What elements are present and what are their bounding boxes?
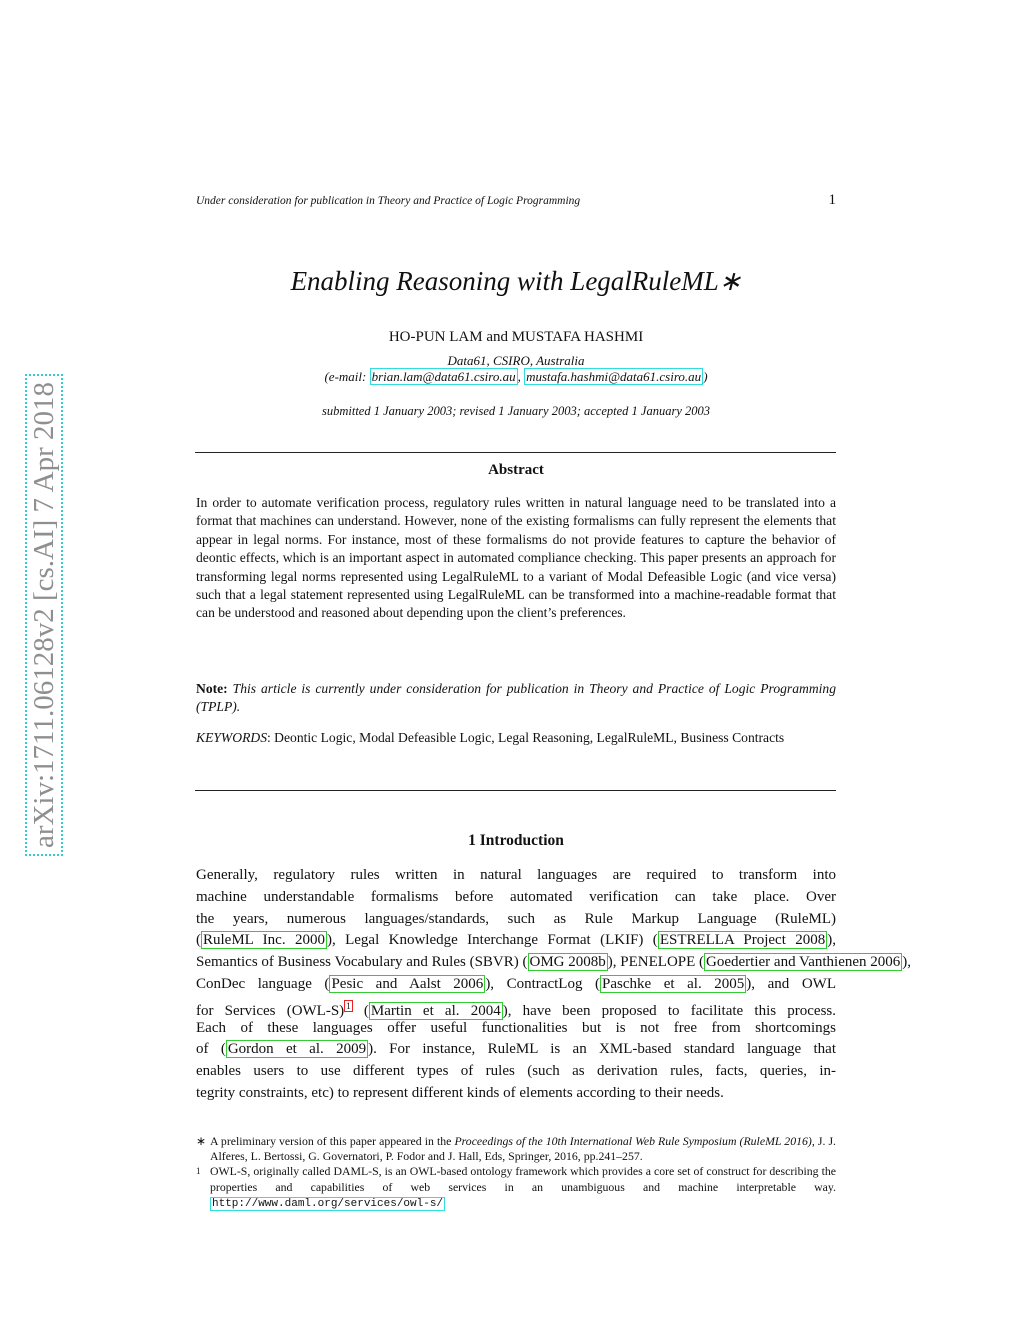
page-number: 1 bbox=[828, 192, 836, 208]
intro-text: ). For instance, RuleML is an XML-based standard language that bbox=[368, 1041, 836, 1058]
arxiv-stamp[interactable] bbox=[27, 335, 61, 895]
footnote-text: OWL-S, originally called DAML-S, is an OWL-based ontology framework which provides a core set of construct for describing the properties and capabilities of web services in an unambiguous and machine interpretable way. bbox=[210, 1164, 836, 1194]
intro-text: ), and OWL bbox=[746, 975, 836, 992]
intro-line: Generally, regulatory rules written in natural languages are required to transform into bbox=[196, 867, 836, 883]
intro-text: ), bbox=[902, 954, 912, 971]
authors: HO-PUN LAM and MUSTAFA HASHMI bbox=[388, 329, 644, 345]
footnotes bbox=[196, 1134, 836, 1212]
section-heading-introduction: 1 Introduction bbox=[468, 832, 564, 849]
introduction-text bbox=[196, 865, 912, 1105]
intro-text: Semantics of Business Vocabulary and Rules (SBVR) ( bbox=[196, 954, 528, 971]
intro-line bbox=[196, 974, 836, 996]
footnote-preliminary-version bbox=[196, 1134, 836, 1164]
footnote-owl-s bbox=[196, 1164, 836, 1212]
keywords-paragraph bbox=[196, 729, 836, 747]
intro-text: ( bbox=[352, 1002, 369, 1019]
footnote-ref-1[interactable]: 1 bbox=[346, 1000, 351, 1011]
note-text: This article is currently under consideration for publication in Theory and Practice of Logic Programming (TPLP). bbox=[196, 681, 837, 715]
footnote-mark: 1 bbox=[196, 1166, 201, 1177]
intro-text: ), have been proposed to facilitate this process. bbox=[502, 1002, 837, 1019]
citation-ruleml[interactable]: RuleML Inc. 2000 bbox=[203, 932, 325, 949]
intro-line: enables users to use different types of rules (such as derivation rules, facts, queries, in- bbox=[196, 1063, 836, 1080]
intro-text: of ( bbox=[196, 1041, 226, 1058]
intro-line bbox=[196, 1039, 836, 1061]
intro-text: ), bbox=[827, 932, 836, 949]
citation-paschke[interactable]: Paschke et al. 2005 bbox=[602, 975, 745, 992]
intro-text: ( bbox=[196, 932, 201, 949]
running-head: Under consideration for publication in Theory and Practice of Logic Programming bbox=[196, 195, 581, 207]
abstract-top-rule bbox=[195, 452, 836, 453]
footnote-venue: Proceedings of the 10th International Web Rule Symposium (RuleML 2016) bbox=[454, 1134, 812, 1148]
footnote-text: , J. J. Alferes, L. Bertossi, G. Governatori, P. Fodor and J. Hall, Eds, Springer, 2016, pp.241–257. bbox=[210, 1134, 836, 1164]
email-link-lam[interactable]: brian.lam@data61.csiro.au bbox=[371, 369, 516, 384]
intro-line bbox=[196, 930, 836, 952]
intro-line bbox=[196, 952, 1024, 974]
intro-line: the years, numerous languages/standards, such as Rule Markup Language (RuleML) bbox=[196, 910, 836, 927]
abstract-bottom-rule bbox=[195, 790, 836, 791]
citation-pesic[interactable]: Pesic and Aalst 2006 bbox=[331, 975, 484, 992]
owl-s-url-link[interactable]: http://www.daml.org/services/owl-s/ bbox=[212, 1197, 444, 1210]
intro-text: ), PENELOPE ( bbox=[607, 954, 705, 971]
intro-line bbox=[196, 996, 836, 1018]
keywords-label: KEYWORDS bbox=[196, 730, 267, 745]
abstract-text: In order to automate verification process, regulatory rules written in natural language need to be translated into a format that machines can understand. However, none of the existing formalisms can fully represent the elements that appear in legal norms. For instance, most of these formalisms do not provide features to capture the behavior of deontic effects, which is an important aspect in automated compliance checking. This paper presents an approach for transforming legal norms represented using LegalRuleML to a variant of Modal Defeasible Logic (and vice versa) such that a legal statement represented using LegalRuleML can be transformed into a machine-readable format that can be understood and reasoned about depending upon the client’s preferences. bbox=[196, 495, 836, 621]
citation-omg[interactable]: OMG 2008b bbox=[529, 954, 606, 971]
note-paragraph bbox=[196, 680, 836, 717]
email-link-hashmi[interactable]: mustafa.hashmi@data61.csiro.au bbox=[526, 369, 702, 384]
citation-martin[interactable]: Martin et al. 2004 bbox=[370, 1002, 501, 1019]
paper-title: Enabling Reasoning with LegalRuleML∗ bbox=[290, 266, 742, 296]
citation-gordon[interactable]: Gordon et al. 2009 bbox=[227, 1041, 367, 1058]
intro-line: Each of these languages offer useful functionalities but is not free from shortcomings bbox=[196, 1019, 836, 1036]
intro-text: ), ContractLog ( bbox=[485, 975, 601, 992]
arxiv-identifier[interactable]: arXiv:1711.06128v2 [cs.AI] 7 Apr 2018 bbox=[25, 374, 63, 856]
intro-line: machine understandable formalisms before automated verification can take place. Over bbox=[196, 888, 836, 905]
email-line bbox=[196, 369, 836, 385]
submission-dates: submitted 1 January 2003; revised 1 January 2003; accepted 1 January 2003 bbox=[322, 404, 710, 418]
keywords-text: : Deontic Logic, Modal Defeasible Logic, Legal Reasoning, LegalRuleML, Business Contracts bbox=[267, 730, 785, 745]
abstract-heading: Abstract bbox=[488, 462, 544, 478]
citation-goedertier[interactable]: Goedertier and Vanthienen 2006 bbox=[706, 954, 901, 971]
footnote-text: A preliminary version of this paper appeared in the bbox=[210, 1134, 455, 1148]
note-label: Note: bbox=[196, 681, 228, 696]
email-suffix: ) bbox=[703, 369, 708, 384]
affiliation: Data61, CSIRO, Australia bbox=[447, 353, 585, 368]
intro-text: for Services (OWL-S) bbox=[196, 1002, 345, 1019]
email-prefix: (e-mail: bbox=[324, 369, 370, 384]
intro-text: ), Legal Knowledge Interchange Format (LKIF) ( bbox=[326, 932, 658, 949]
footnote-mark: ∗ bbox=[196, 1134, 206, 1148]
intro-text: ConDec language ( bbox=[196, 975, 330, 992]
email-separator: , bbox=[517, 369, 525, 384]
intro-line: tegrity constraints, etc) to represent different kinds of elements according to their needs. bbox=[196, 1084, 724, 1101]
citation-estrella[interactable]: ESTRELLA Project 2008 bbox=[659, 932, 826, 949]
